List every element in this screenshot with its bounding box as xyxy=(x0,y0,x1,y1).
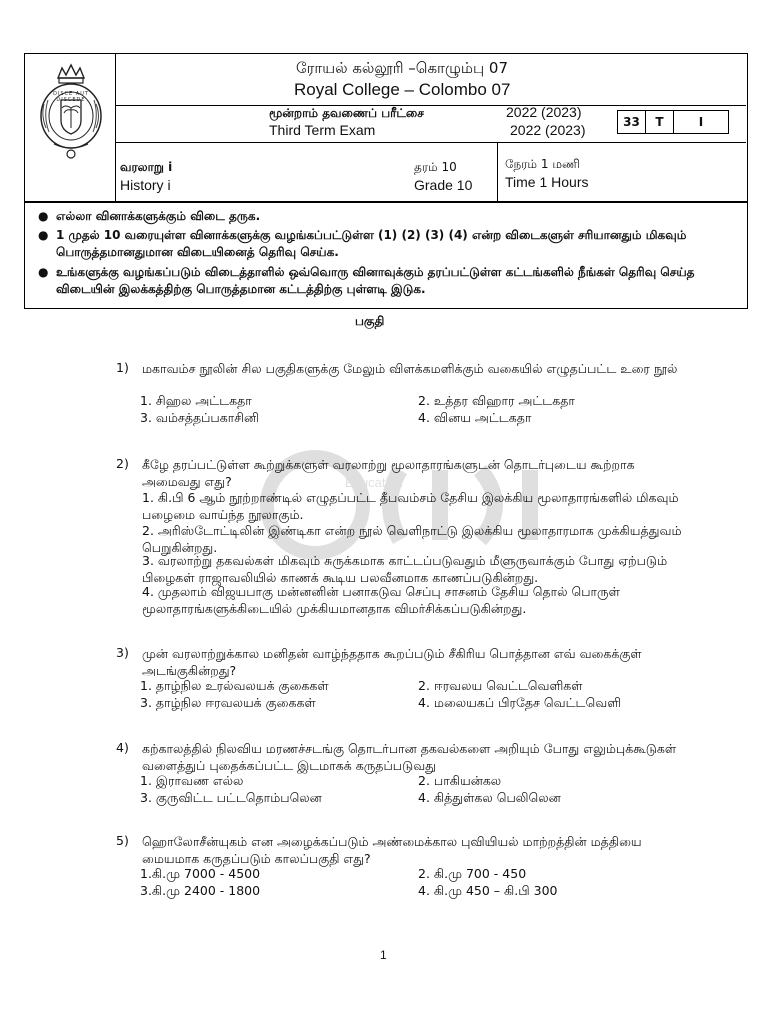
watermark-text: Education xyxy=(345,475,403,490)
grade-english: Grade 10 xyxy=(414,177,473,193)
question-5 xyxy=(118,833,688,903)
question-text: முன் வரலாற்றுக்கால மனிதன் வாழ்ந்ததாக கூறப்படும் சீகிரிய பொத்தான எவ் வகைக்குள் அடங்குகின்றது? xyxy=(142,646,642,678)
option-2: 2. பாகியன்கல xyxy=(418,773,502,788)
question-3 xyxy=(118,645,688,715)
instruction-text: 1 முதல் 10 வரையுள்ள வினாக்களுக்கு வழங்கப்பட்டுள்ள (1) (2) (3) (4) என்ற விடைகளுள் சரியானதும் மிகவும் பொருத்தமானதுமான விடையினைத் தெரிவு செய்க. xyxy=(56,228,687,259)
question-number: 3) xyxy=(116,645,129,660)
question-text: ஹொலோசீன்யுகம் என அழைக்கப்படும் அண்மைக்கால புவியியல் மாற்றத்தின் மத்தியை மையமாக கருதப்படும் காலப்பகுதி எது? xyxy=(142,834,642,866)
question-4 xyxy=(118,740,688,810)
exam-name-english: Third Term Exam xyxy=(269,122,376,138)
option-3: 3. குருவிட்ட பட்டதொம்பலென xyxy=(140,790,322,805)
exam-year-english: 2022 (2023) xyxy=(510,122,586,138)
code-cell-1: 33 xyxy=(618,111,646,133)
option-1: 1. சிஹல அட்டகதா xyxy=(140,393,252,408)
option-3: 3. வரலாற்று தகவல்கள் மிகவும் சுருக்கமாக காட்டப்படுவதும் மீளுருவாக்கும் போது ஏற்படும் பிழைகள் ராஜாவலியில் காணக் கூடிய பலவீனமாக காணப்படுகின்றது. xyxy=(142,553,668,585)
bullet-icon: ● xyxy=(38,209,49,223)
time-divider xyxy=(497,142,498,201)
school-crest xyxy=(36,60,106,160)
grade-tamil: தரம் 10 xyxy=(414,160,457,174)
time-english: Time 1 Hours xyxy=(505,174,589,190)
option-2: 2. உத்தர விஹார அட்டகதா xyxy=(418,393,575,408)
school-name-english: Royal College – Colombo 07 xyxy=(294,80,511,99)
question-text: கீழே தரப்பட்டுள்ள கூற்றுக்களுள் வரலாற்று மூலாதாரங்களுடன் தொடர்புடைய கூற்றாக அமைவது எது? xyxy=(142,457,635,489)
instruction-text: உங்களுக்கு வழங்கப்படும் விடைத்தாளில் ஒவ்வொரு வினாவுக்கும் தரப்பட்டுள்ள கட்டங்களில் நீங்கள் தெரிவு செய்த விடையின் இலக்கத்திற்கு பொருத்தமான கட்டத்திற்கு புள்ளடி இடுக. xyxy=(56,265,695,296)
option-4: 4. கித்துள்கல பெலிலென xyxy=(418,790,561,805)
option-2: 2. அரிஸ்டோட்டிலின் இண்டிகா என்ற நூல் வெளிநாட்டு இலக்கிய மூலாதாரமாக முக்கியத்துவம் பெறுகின்றது. xyxy=(142,523,682,555)
header-crest-divider xyxy=(115,53,116,201)
option-4: 4. மலையகப் பிரதேச வெட்டவெளி xyxy=(418,695,622,710)
instruction-item xyxy=(38,227,696,261)
header-divider-2 xyxy=(115,142,746,143)
option-4: 4. கி.மு 450 – கி.பி 300 xyxy=(418,883,558,898)
question-number: 2) xyxy=(116,456,129,471)
question-number: 5) xyxy=(116,833,129,848)
option-4: 4. முதலாம் விஜயபாகு மன்னனின் பனாகடுவ செப்பு சாசனம் தேசிய தொல் பொருள் மூலாதாரங்களுக்கிடையில் முக்கியமானதாக விமர்சிக்கப்படுகின்றது. xyxy=(142,584,620,616)
school-name-tamil: ரோயல் கல்லூரி –கொழும்பு 07 xyxy=(296,59,508,77)
instruction-item xyxy=(38,208,696,225)
subject-tamil: வரலாறு i xyxy=(120,160,173,174)
code-cell-2: T xyxy=(646,111,674,133)
question-2 xyxy=(118,456,688,626)
page-number: 1 xyxy=(380,948,387,962)
question-text: கற்காலத்தில் நிலவிய மரணச்சடங்கு தொடர்பான தகவல்களை அறியும் போது எலும்புக்கூடுகள் வளைத்துப் புதைக்கப்பட்ட இடமாகக் கருதப்படுவது xyxy=(142,741,677,773)
time-tamil: நேரம் 1 மணி xyxy=(505,157,580,171)
header-divider-1 xyxy=(115,105,746,106)
option-3: 3. தாழ்நில ஈரவலயக் குகைகள் xyxy=(140,695,316,710)
option-2: 2. கி.மு 700 - 450 xyxy=(418,866,527,881)
option-3: 3. வம்சத்தப்பகாசினி xyxy=(140,410,260,425)
option-4: 4. வினய அட்டகதா xyxy=(418,410,532,425)
option-1: 1.கி.மு 7000 - 4500 xyxy=(140,866,261,881)
code-cell-3: I xyxy=(698,115,704,129)
option-1: 1. கி.பி 6 ஆம் நூற்றாண்டில் எழுதப்பட்ட தீபவம்சம் தேசிய இலக்கிய மூலாதாரங்களில் மிகவும் பழைமை வாய்ந்த நூலாகும். xyxy=(142,490,679,522)
instruction-item xyxy=(38,264,696,298)
crest-motto: DISCE AUT DISCEDE xyxy=(53,91,89,103)
exam-name-tamil: மூன்றாம் தவணைப் பரீட்சை xyxy=(269,106,424,120)
option-2: 2. ஈரவலய வெட்டவெளிகள் xyxy=(418,678,583,693)
exam-year-tamil: 2022 (2023) xyxy=(506,104,582,120)
subject-english: History i xyxy=(120,177,171,193)
bullet-icon: ● xyxy=(38,228,49,242)
crest-icon xyxy=(36,60,106,160)
instruction-text: எல்லா வினாக்களுக்கும் விடை தருக. xyxy=(56,209,261,223)
option-1: 1. இராவண எல்ல xyxy=(140,773,244,788)
section-label: பகுதி xyxy=(355,314,385,328)
question-number: 4) xyxy=(116,740,129,755)
bullet-icon: ● xyxy=(38,265,49,279)
option-3: 3.கி.மு 2400 - 1800 xyxy=(140,883,261,898)
paper-code-box xyxy=(617,110,729,134)
option-1: 1. தாழ்நில உரல்வலயக் குகைகள் xyxy=(140,678,329,693)
question-1 xyxy=(118,360,688,430)
question-number: 1) xyxy=(116,360,129,375)
question-text: மகாவம்ச நூலின் சில பகுதிகளுக்கு மேலும் விளக்கமளிக்கும் வகையில் எழுதப்பட்ட உரை நூல் xyxy=(142,361,678,376)
